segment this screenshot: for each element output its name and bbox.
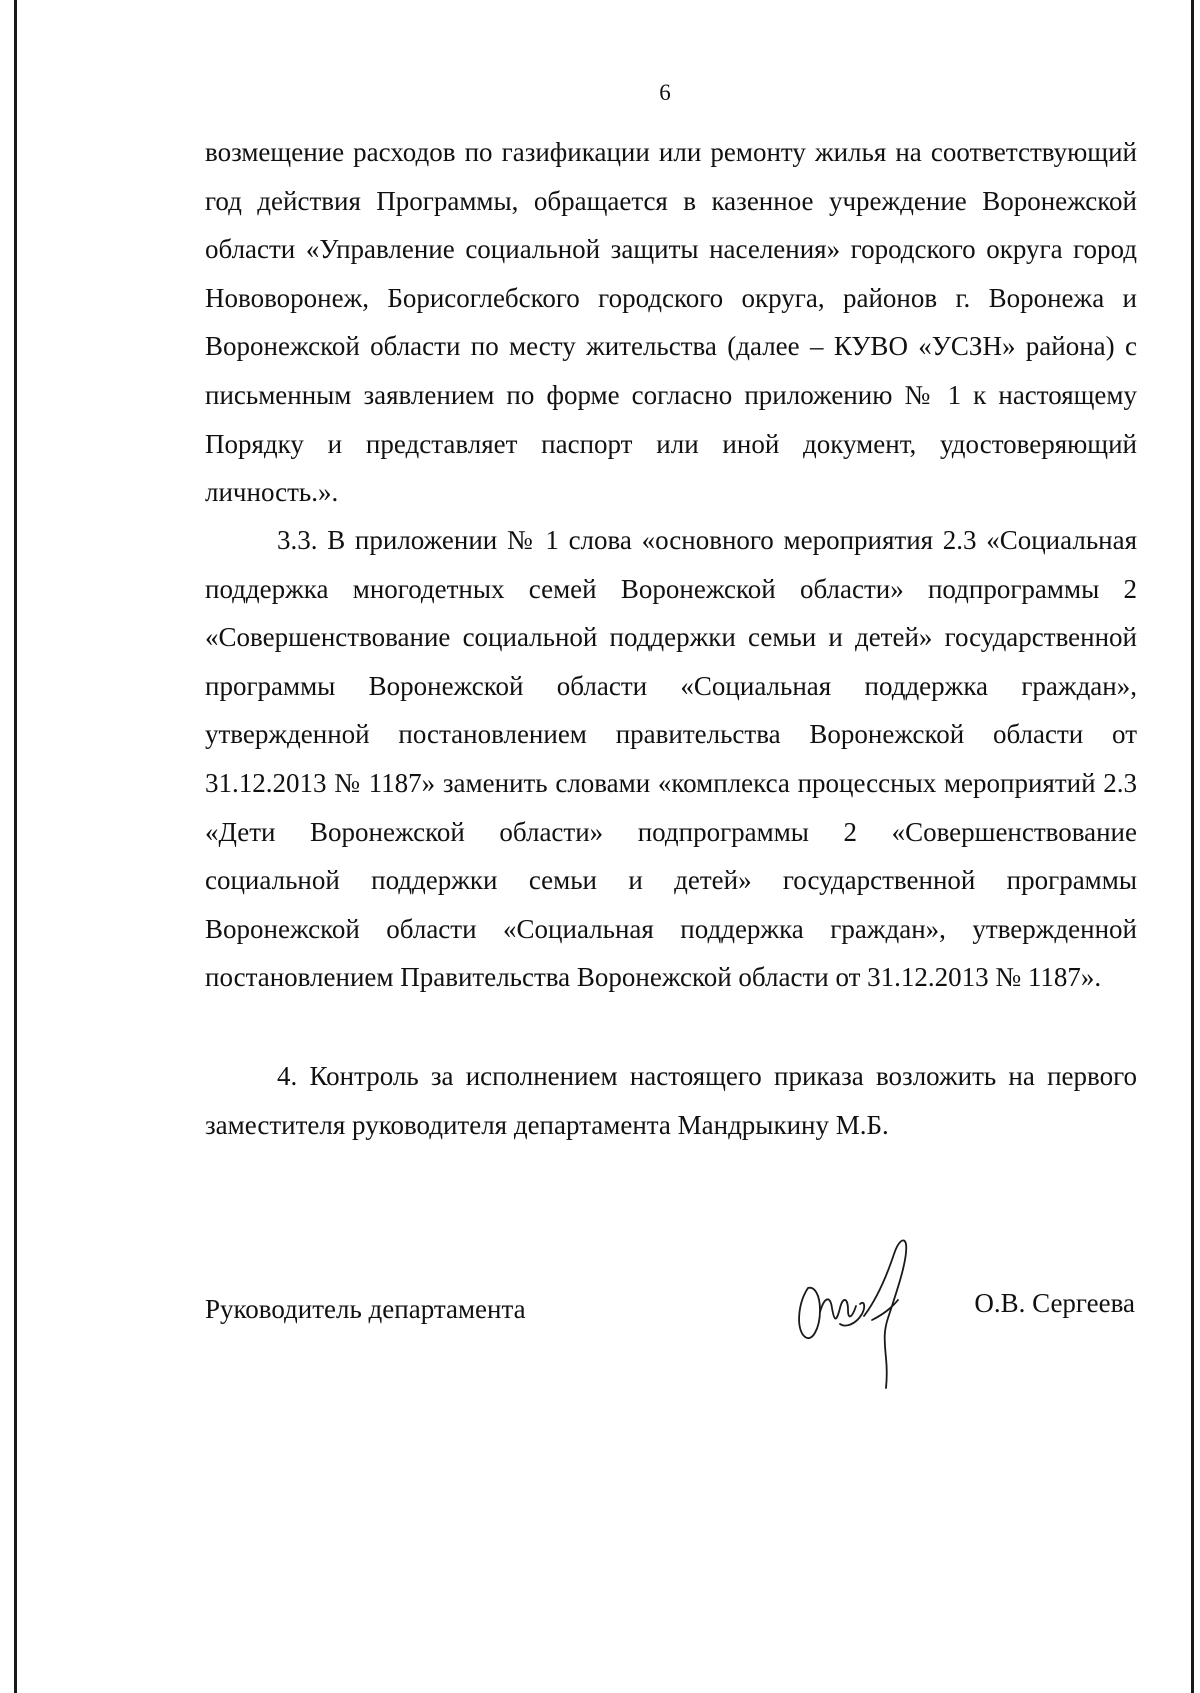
page-number: 6 xyxy=(659,80,671,105)
signature-block xyxy=(205,1288,1137,1334)
scan-edge-left xyxy=(14,0,17,1693)
paragraph-item-3-3: 3.3. В приложении № 1 слова «основного мероприятия 2.3 «Социальная поддержка многодетных семей Воронежской области» подпрограммы 2 «Совершенствование социальной поддержки семьи и детей» государственной программы Воронежской области «Социальная поддержка граждан», утвержденной постановлением правительства Воронежской области от 31.12.2013 № 1187» заменить словами «комплекса процессных мероприятий 2.3 «Дети Воронежской области» подпрограммы 2 «Совершенствование социальной поддержки семьи и детей» государственной программы Воронежской области «Социальная поддержка граждан», утвержденной постановлением Правительства Воронежской области от 31.12.2013 № 1187». xyxy=(205,525,1137,993)
scan-edge-right xyxy=(1191,0,1194,1693)
handwritten-signature xyxy=(790,1228,940,1398)
signatory-title: Руководитель департамента xyxy=(205,1294,526,1324)
paragraph-item-4: 4. Контроль за исполнением настоящего приказа возложить на первого заместителя руководителя департамента Мандрыкину М.Б. xyxy=(205,1061,1137,1140)
paragraph-continuation: возмещение расходов по газификации или ремонту жилья на соответствующий год действия Программы, обращается в казенное учреждение Воронежской области «Управление социальной защиты населения» городского округа город Нововоронеж, Борисоглебского городского округа, районов г. Воронежа и Воронежской области по месту жительства (далее – КУВО «УСЗН» района) с письменным заявлением по форме согласно приложению № 1 к настоящему Порядку и представляет паспорт или иной документ, удостоверяющий личность.». xyxy=(205,137,1137,508)
signatory-name: О.В. Сергеева xyxy=(974,1288,1135,1318)
